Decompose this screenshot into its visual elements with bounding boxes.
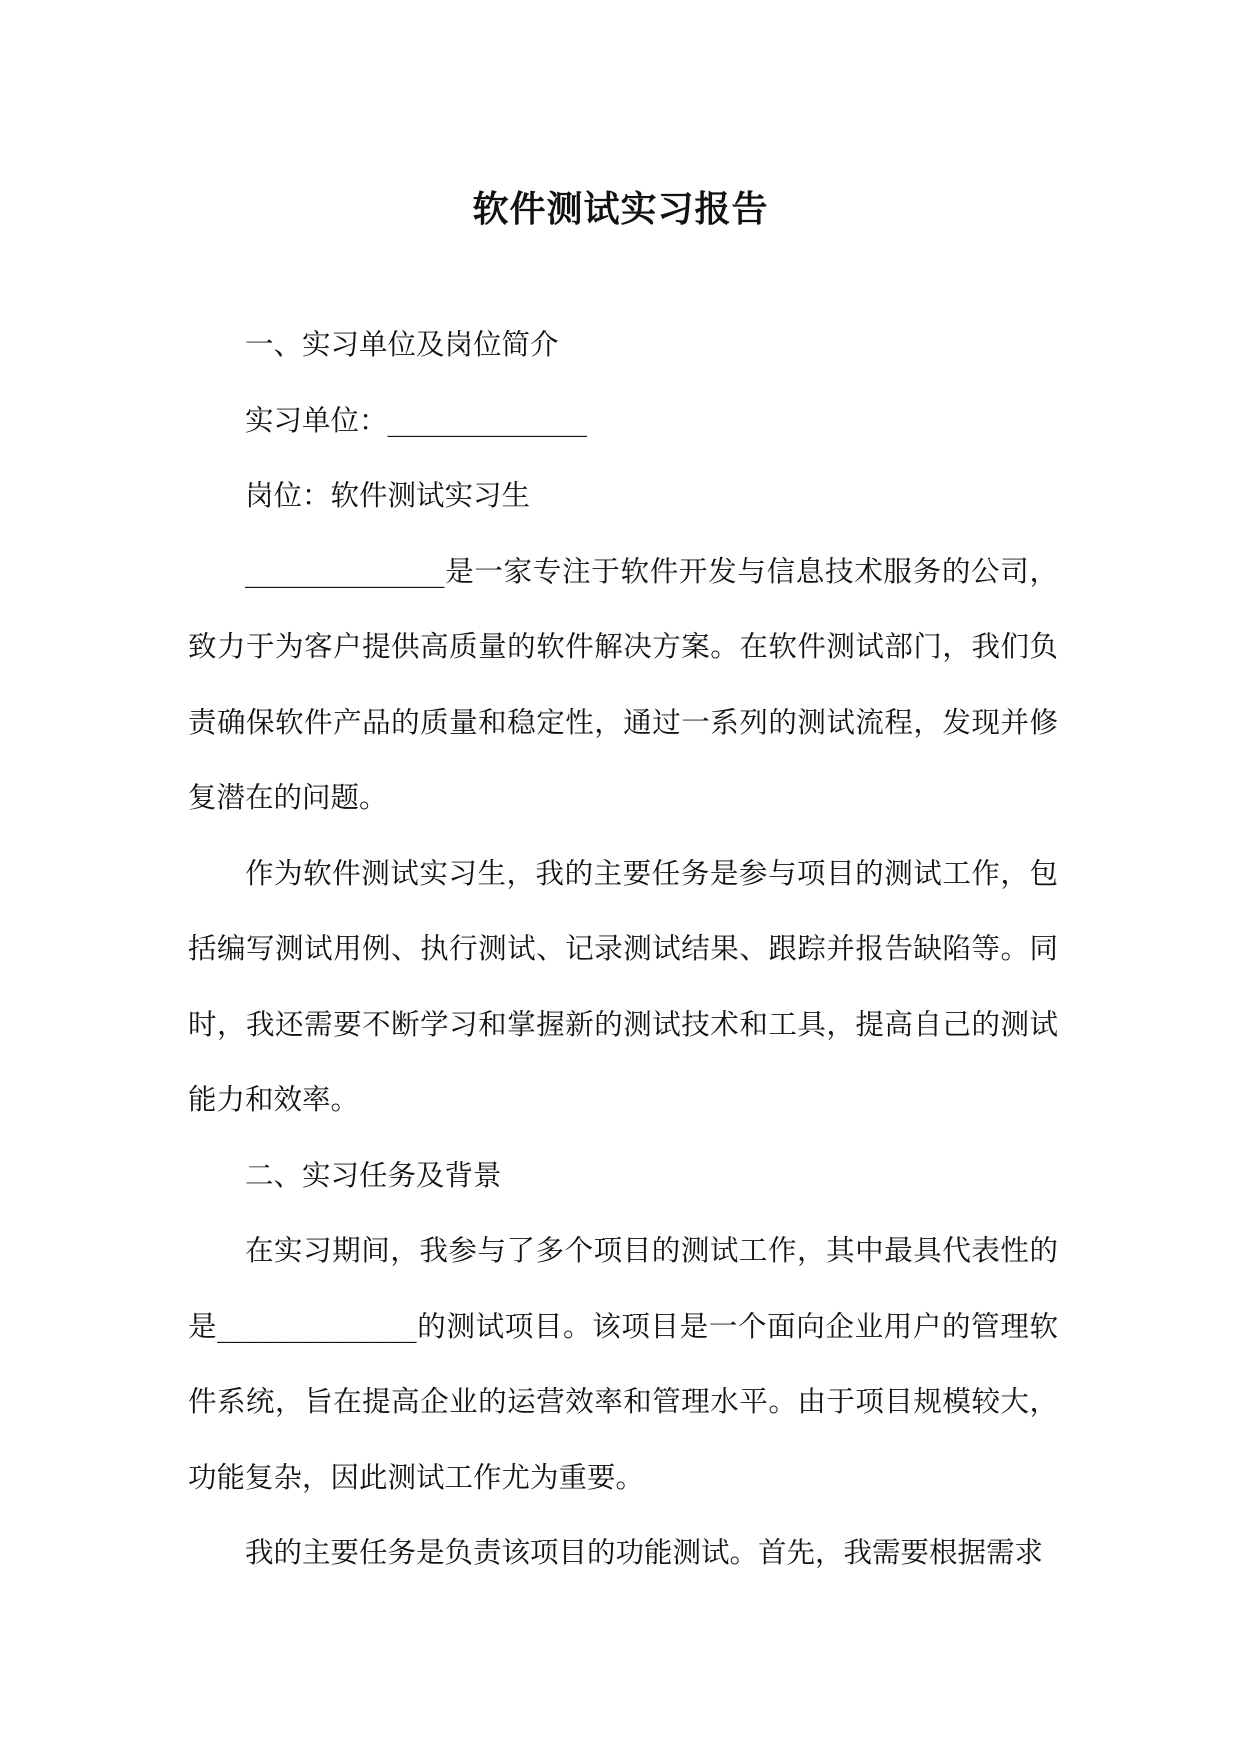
section-heading-1: 一、实习单位及岗位简介 (245, 328, 559, 361)
position-line: 岗位：软件测试实习生 (245, 479, 531, 512)
task-description-paragraph: 我的主要任务是负责该项目的功能测试。首先，我需要根据需求 (245, 1536, 1044, 1569)
role-description-paragraph: 作为软件测试实习生，我的主要任务是参与项目的测试工作，包括编写测试用例、执行测试、记录测试结果、跟踪并报告缺陷等。同时，我还需要不断学习和掌握新的测试技术和工具，提高自己的测试能力和效率。 (188, 856, 1058, 1116)
project-background-paragraph: 在实习期间，我参与了多个项目的测试工作，其中最具代表性的是______________的测试项目。该项目是一个面向企业用户的管理软件系统，旨在提高企业的运营效率和管理水平。由于项目规模较大，功能复杂，因此测试工作尤为重要。 (188, 1234, 1058, 1494)
company-intro-paragraph: ______________是一家专注于软件开发与信息技术服务的公司，致力于为客户提供高质量的软件解决方案。在软件测试部门，我们负责确保软件产品的质量和稳定性，通过一系列的测试流程，发现并修复潜在的问题。 (188, 554, 1058, 814)
internship-unit-line: 实习单位：______________ (245, 403, 588, 437)
document-body (188, 307, 1058, 1591)
section-heading-2: 二、实习任务及背景 (245, 1158, 502, 1192)
document-title: 软件测试实习报告 (472, 188, 769, 230)
